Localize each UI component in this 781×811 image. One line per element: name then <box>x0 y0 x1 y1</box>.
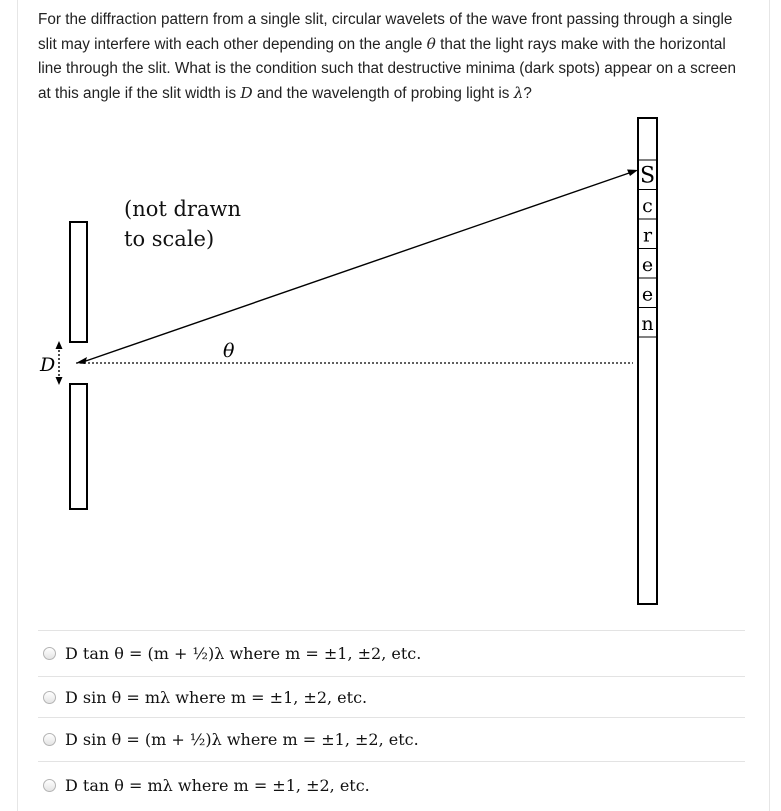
screen-letter: r <box>642 224 653 247</box>
lower-slit-barrier <box>70 384 87 509</box>
radio-button-1[interactable] <box>43 647 56 660</box>
scale-note-line2: to scale) <box>124 227 215 251</box>
angle-label: θ <box>223 340 235 362</box>
question-text-part2: that the light rays make with the horizontal line through the slit. What is the condition such that destructive minima (dark spots) appear on a screen at this angle if the slit width is <box>38 36 737 102</box>
slit-width-symbol: D <box>240 84 253 102</box>
theta-symbol: θ <box>426 35 436 53</box>
answer-choice-2[interactable] <box>38 676 745 717</box>
screen-letter: e <box>641 254 654 276</box>
question-text-part4: ? <box>523 85 532 102</box>
slit-label: D <box>40 354 56 376</box>
answer-choice-3[interactable] <box>38 717 745 761</box>
light-ray-arrowhead <box>627 170 638 177</box>
screen-letter: c <box>642 195 653 217</box>
answer-choice-4-text: D tan θ = mλ where m = ±1, ±2, etc. <box>65 775 370 795</box>
answer-choices <box>38 630 745 808</box>
radio-button-4[interactable] <box>43 779 56 792</box>
answer-choice-3-text: D sin θ = (m + ½)λ where m = ±1, ±2, etc. <box>65 730 419 749</box>
question-text-part1: For the diffraction pattern from a single slit, circular wavelets of the wave front passing through a single slit may interfere with each other depending on the angle <box>38 11 733 53</box>
answer-choice-2-text: D sin θ = mλ where m = ±1, ±2, etc. <box>65 687 368 707</box>
question-prompt <box>38 8 738 106</box>
radio-button-2[interactable] <box>43 691 56 704</box>
answer-choice-1-text: D tan θ = (m + ½)λ where m = ±1, ±2, etc. <box>65 644 422 663</box>
question-panel <box>17 0 770 811</box>
upper-slit-barrier <box>70 222 87 342</box>
answer-choice-4[interactable] <box>38 761 745 808</box>
screen-letter: n <box>641 313 654 335</box>
diffraction-diagram <box>18 110 771 615</box>
answer-choice-1[interactable] <box>38 630 745 676</box>
radio-button-3[interactable] <box>43 733 56 746</box>
scale-note-line1: (not drawn <box>124 197 241 221</box>
slit-width-arrow <box>56 341 63 385</box>
lambda-symbol: λ <box>513 84 524 102</box>
screen-letter: S <box>639 163 656 189</box>
question-text-part3: and the wavelength of probing light is <box>252 85 514 102</box>
screen <box>638 118 657 604</box>
screen-letter: e <box>641 283 654 306</box>
